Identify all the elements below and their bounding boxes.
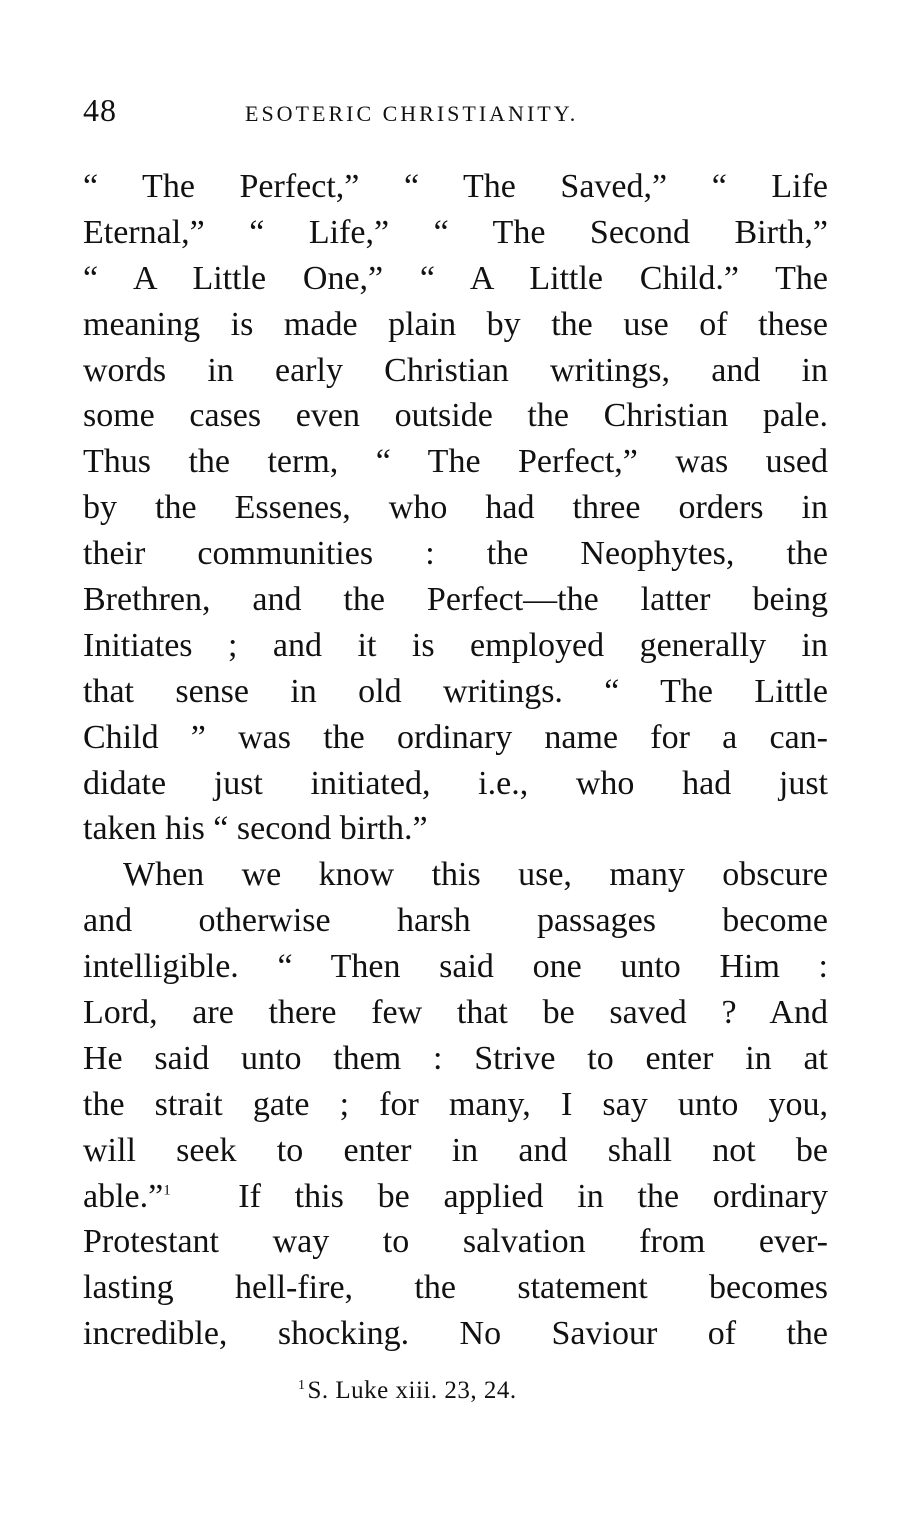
running-head: [83, 92, 828, 132]
text-line: some cases even outside the Christian pale.: [83, 397, 828, 435]
text-line: Lord, are there few that be saved ? And: [83, 994, 828, 1032]
footnote: [298, 1377, 517, 1405]
text-line: didate just initiated, i.e., who had just: [83, 764, 828, 802]
text-line: Child ” was the ordinary name for a can-: [83, 718, 828, 756]
running-title: ESOTERIC CHRISTIANITY.: [245, 101, 579, 126]
text-line: words in early Christian writings, and in: [83, 351, 828, 389]
line-start-text: able.”: [83, 1177, 164, 1215]
text-line: that sense in old writings. “ The Little: [83, 672, 828, 710]
text-line: intelligible. “ Then said one unto Him :: [83, 948, 828, 986]
text-line: Protestant way to salvation from ever-: [83, 1223, 828, 1261]
footnote-marker: 1: [298, 1377, 306, 1393]
text-line: Initiates ; and it is employed generally in: [83, 626, 828, 664]
text-line: the strait gate ; for many, I say unto you,: [83, 1085, 828, 1123]
line-rest-text: If this be applied in the ordinary: [238, 1177, 828, 1215]
footnote-text: S. Luke xiii. 23, 24.: [307, 1377, 517, 1404]
body-text: [83, 164, 828, 1357]
text-line: “ The Perfect,” “ The Saved,” “ Life: [83, 168, 828, 205]
footnote-reference: 1: [163, 1182, 171, 1199]
text-line-with-footnote: [83, 1174, 828, 1220]
text-line: Eternal,” “ Life,” “ The Second Birth,”: [83, 213, 828, 251]
text-line: by the Essenes, who had three orders in: [83, 489, 828, 527]
text-line: incredible, shocking. No Saviour of the: [83, 1315, 828, 1353]
paragraph-start-line: When we know this use, many obscure: [123, 856, 828, 894]
text-line: Brethren, and the Perfect—the latter being: [83, 581, 828, 619]
text-line: meaning is made plain by the use of these: [83, 305, 828, 343]
paragraph-end-line: taken his “ second birth.”: [83, 810, 428, 848]
text-line: and otherwise harsh passages become: [83, 902, 828, 940]
text-line: “ A Little One,” “ A Little Child.” The: [83, 259, 828, 297]
text-line: lasting hell-fire, the statement becomes: [83, 1269, 828, 1307]
text-line: will seek to enter in and shall not be: [83, 1131, 828, 1169]
page-number: 48: [83, 92, 117, 128]
text-line: He said unto them : Strive to enter in at: [83, 1039, 828, 1077]
text-line: their communities : the Neophytes, the: [83, 535, 828, 573]
text-line: Thus the term, “ The Perfect,” was used: [83, 443, 828, 481]
